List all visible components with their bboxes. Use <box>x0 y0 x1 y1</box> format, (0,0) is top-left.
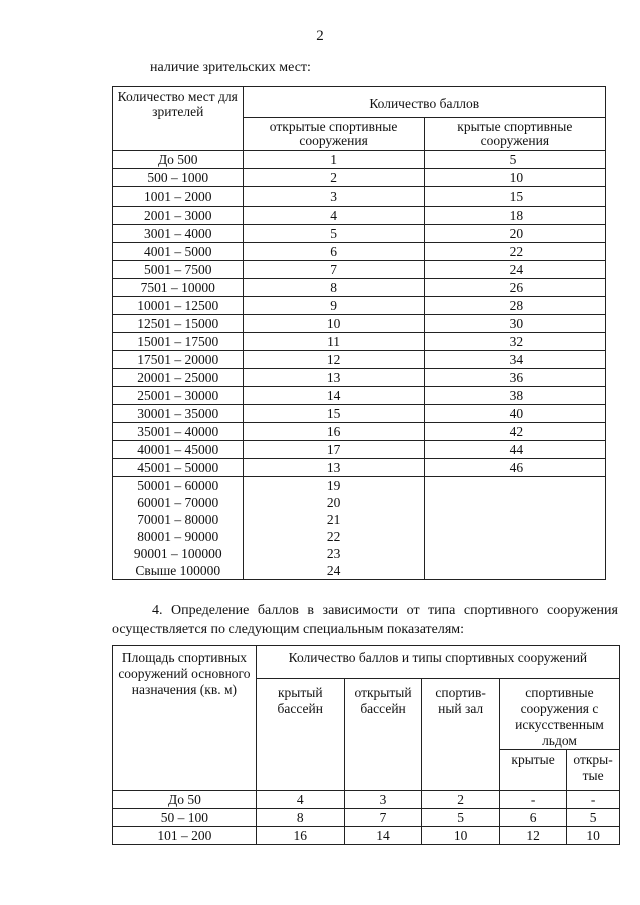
covered-points-cell: 15 <box>424 187 605 207</box>
covered-points-cell: 5 <box>424 151 605 169</box>
covered-points-cell: 20 <box>424 225 605 243</box>
covered-pool-header: крытый бассейн <box>256 679 344 791</box>
table-row <box>113 387 606 405</box>
open-pool-header: открытый бассейн <box>344 679 422 791</box>
seats-range-cell: Свыше 100000 <box>113 562 244 580</box>
seats-range-cell: 12501 – 15000 <box>113 315 244 333</box>
open-points-cell: 13 <box>243 459 424 477</box>
paragraph-line-1: 4. Определение баллов в зависимости от типа спортивного сооружения <box>152 603 618 618</box>
table-row <box>113 333 606 351</box>
ice-covered-cell: - <box>499 791 566 809</box>
area-range-cell: 50 – 100 <box>113 809 257 827</box>
covered-points-cell: 36 <box>424 369 605 387</box>
covered-points-cell: 46 <box>424 459 605 477</box>
ice-covered-cell: 6 <box>499 809 566 827</box>
open-points-cell: 12 <box>243 351 424 369</box>
seats-range-cell: 20001 – 25000 <box>113 369 244 387</box>
open-points-cell: 14 <box>243 387 424 405</box>
seats-range-cell: 45001 – 50000 <box>113 459 244 477</box>
seats-range-cell: 10001 – 12500 <box>113 297 244 315</box>
sports-hall-cell: 10 <box>422 827 500 845</box>
covered-facilities-header: крытые спортивные сооружения <box>424 118 605 151</box>
open-points-cell: 4 <box>243 207 424 225</box>
facility-type-table <box>112 645 620 845</box>
ice-covered-header: крытые <box>499 750 566 791</box>
table-row <box>113 207 606 225</box>
seats-range-cell: 50001 – 60000 <box>113 477 244 495</box>
ice-open-cell: - <box>567 791 620 809</box>
table-row <box>113 243 606 261</box>
table-row <box>113 423 606 441</box>
sports-hall-cell: 2 <box>422 791 500 809</box>
table-row <box>113 261 606 279</box>
ice-open-cell: 5 <box>567 809 620 827</box>
table-row <box>113 187 606 207</box>
covered-points-cell: 26 <box>424 279 605 297</box>
covered-points-cell: 30 <box>424 315 605 333</box>
covered-pool-cell: 4 <box>256 791 344 809</box>
seats-range-cell: 4001 – 5000 <box>113 243 244 261</box>
ice-open-header: откры- тые <box>567 750 620 791</box>
sports-hall-cell: 5 <box>422 809 500 827</box>
covered-pool-cell: 16 <box>256 827 344 845</box>
seats-range-cell: 17501 – 20000 <box>113 351 244 369</box>
seats-range-cell: 5001 – 7500 <box>113 261 244 279</box>
open-points-cell: 23 <box>243 545 424 562</box>
seats-range-cell: 2001 – 3000 <box>113 207 244 225</box>
open-points-cell: 16 <box>243 423 424 441</box>
open-points-cell: 9 <box>243 297 424 315</box>
table-row <box>113 279 606 297</box>
intro-text: наличие зрительских мест: <box>150 60 311 75</box>
seats-range-cell: 30001 – 35000 <box>113 405 244 423</box>
open-points-cell: 15 <box>243 405 424 423</box>
seats-range-cell: 3001 – 4000 <box>113 225 244 243</box>
ice-open-cell: 10 <box>567 827 620 845</box>
seats-range-cell: 60001 – 70000 <box>113 494 244 511</box>
table-row <box>113 169 606 187</box>
covered-points-cell: 34 <box>424 351 605 369</box>
sports-hall-header: спортив- ный зал <box>422 679 500 791</box>
table-row <box>113 809 620 827</box>
table-row <box>113 351 606 369</box>
open-points-cell: 2 <box>243 169 424 187</box>
seats-range-cell: 90001 – 100000 <box>113 545 244 562</box>
open-points-cell: 5 <box>243 225 424 243</box>
open-points-cell: 11 <box>243 333 424 351</box>
open-points-cell: 6 <box>243 243 424 261</box>
covered-points-cell: 44 <box>424 441 605 459</box>
open-facilities-header: открытые спортивные сооружения <box>243 118 424 151</box>
covered-points-cell <box>424 477 605 580</box>
paragraph-line-2: осуществляется по следующим специальным показателям: <box>112 622 465 637</box>
table-row <box>113 369 606 387</box>
covered-points-cell: 38 <box>424 387 605 405</box>
seats-range-cell: 35001 – 40000 <box>113 423 244 441</box>
open-points-cell: 19 <box>243 477 424 495</box>
open-points-cell: 3 <box>243 187 424 207</box>
area-range-cell: До 50 <box>113 791 257 809</box>
open-points-cell: 7 <box>243 261 424 279</box>
open-points-cell: 13 <box>243 369 424 387</box>
seats-range-cell: 500 – 1000 <box>113 169 244 187</box>
spectator-seats-table <box>112 86 606 580</box>
seats-column-header: Количество мест для зрителей <box>113 87 244 151</box>
open-points-cell: 20 <box>243 494 424 511</box>
points-group-header: Количество баллов <box>243 87 606 118</box>
seats-range-cell: 1001 – 2000 <box>113 187 244 207</box>
facility-type-body <box>113 791 620 845</box>
open-pool-cell: 3 <box>344 791 422 809</box>
open-points-cell: 17 <box>243 441 424 459</box>
covered-points-cell: 42 <box>424 423 605 441</box>
table-row <box>113 791 620 809</box>
seats-range-cell: 80001 – 90000 <box>113 528 244 545</box>
open-points-cell: 8 <box>243 279 424 297</box>
covered-points-cell: 22 <box>424 243 605 261</box>
seats-range-cell: 40001 – 45000 <box>113 441 244 459</box>
area-range-cell: 101 – 200 <box>113 827 257 845</box>
covered-points-cell: 10 <box>424 169 605 187</box>
covered-points-cell: 32 <box>424 333 605 351</box>
seats-range-cell: 70001 – 80000 <box>113 511 244 528</box>
facility-points-group-header: Количество баллов и типы спортивных сооружений <box>256 646 619 679</box>
table-row <box>113 297 606 315</box>
covered-pool-cell: 8 <box>256 809 344 827</box>
covered-points-cell: 40 <box>424 405 605 423</box>
open-points-cell: 24 <box>243 562 424 580</box>
covered-points-cell: 18 <box>424 207 605 225</box>
open-pool-cell: 14 <box>344 827 422 845</box>
open-points-cell: 1 <box>243 151 424 169</box>
open-points-cell: 22 <box>243 528 424 545</box>
ice-facilities-header: спортивные сооружения с искусственным льдом <box>499 679 619 750</box>
open-points-cell: 21 <box>243 511 424 528</box>
seats-range-cell: До 500 <box>113 151 244 169</box>
seats-range-cell: 15001 – 17500 <box>113 333 244 351</box>
covered-points-cell: 28 <box>424 297 605 315</box>
open-pool-cell: 7 <box>344 809 422 827</box>
table-row <box>113 315 606 333</box>
table-row <box>113 405 606 423</box>
area-column-header: Площадь спортивных сооружений основного назначения (кв. м) <box>113 646 257 791</box>
page-number: 2 <box>316 28 324 44</box>
ice-covered-cell: 12 <box>499 827 566 845</box>
spectator-seats-body <box>113 151 606 580</box>
table-row <box>113 441 606 459</box>
table-row <box>113 225 606 243</box>
table-row <box>113 827 620 845</box>
seats-range-cell: 25001 – 30000 <box>113 387 244 405</box>
covered-points-cell: 24 <box>424 261 605 279</box>
table-row <box>113 477 606 495</box>
seats-range-cell: 7501 – 10000 <box>113 279 244 297</box>
open-points-cell: 10 <box>243 315 424 333</box>
table-row <box>113 459 606 477</box>
table-row <box>113 151 606 169</box>
